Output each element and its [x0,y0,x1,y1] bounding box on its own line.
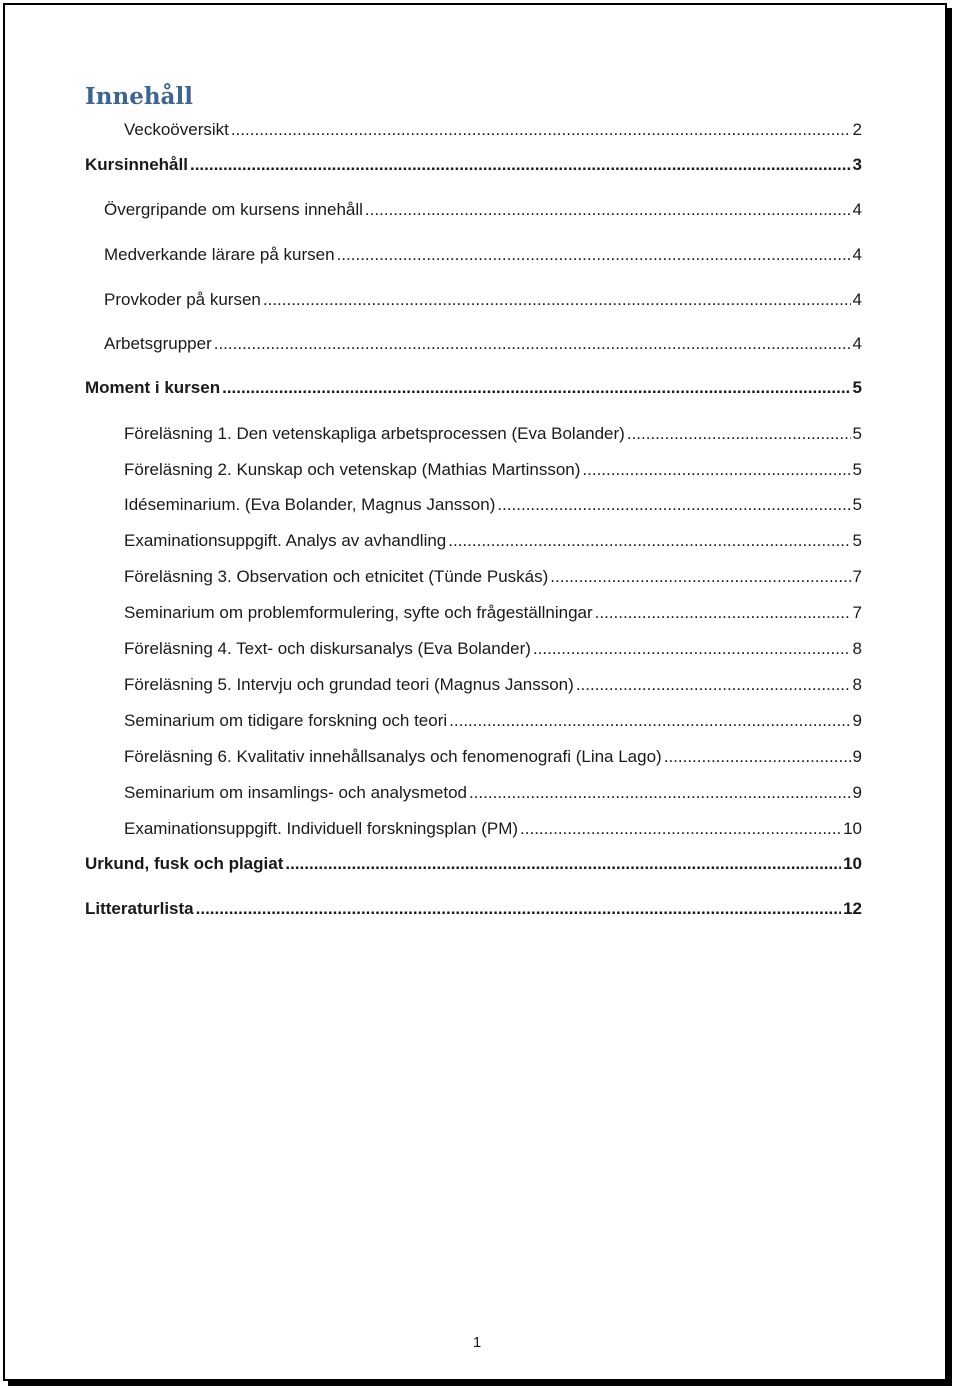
toc-entry[interactable] [85,852,862,876]
toc-leader-dots [214,332,851,356]
toc-entry[interactable] [85,153,862,177]
toc-leader-dots [533,637,851,661]
toc-leader-dots [449,709,850,733]
toc-leader-dots [520,817,841,841]
toc-entry-page: 7 [852,603,862,622]
toc-entry-page: 8 [852,639,862,658]
toc-entry-label: Idéseminarium. (Eva Bolander, Magnus Jansson) [124,495,496,514]
toc-entry[interactable] [124,709,862,733]
toc-leader-dots [627,422,851,446]
toc-entry-page: 4 [852,290,862,309]
toc-entry[interactable] [124,118,862,142]
toc-entry-label: Föreläsning 3. Observation och etnicitet (Tünde Puskás) [124,567,549,586]
toc-leader-dots [582,458,850,482]
toc-entry[interactable] [124,601,862,625]
toc-leader-dots [263,288,851,312]
toc-entry-page: 5 [852,460,862,479]
toc-leader-dots [337,243,851,267]
toc-entry-page: 4 [852,200,862,219]
toc-entry-page: 5 [852,495,862,514]
document-page [3,3,947,1381]
toc-entry-page: 2 [852,120,862,139]
toc-entry[interactable] [124,673,862,697]
toc-leader-dots [550,565,850,589]
toc-entry-label: Seminarium om insamlings- och analysmetod [124,783,467,802]
toc-entry-label: Kursinnehåll [85,155,188,174]
page-number: 1 [472,1334,482,1351]
toc-entry[interactable] [124,493,862,517]
toc-entry[interactable] [124,637,862,661]
toc-entry-label: Föreläsning 1. Den vetenskapliga arbetsprocessen (Eva Bolander) [124,424,625,443]
toc-leader-dots [196,897,841,921]
toc-entry-label: Moment i kursen [85,378,221,397]
toc-entry-page: 5 [852,424,862,443]
toc-leader-dots [664,745,851,769]
toc-entry-page: 9 [852,747,862,766]
toc-entry-label: Övergripande om kursens innehåll [104,200,363,219]
toc-entry-label: Litteraturlista [85,899,194,918]
toc-entry[interactable] [85,897,862,921]
toc-entry[interactable] [124,422,862,446]
toc-leader-dots [231,118,851,142]
toc-leader-dots [448,529,850,553]
toc-leader-dots [190,153,851,177]
toc-leader-dots [497,493,850,517]
toc-entry-page: 5 [852,378,862,397]
toc-entry[interactable] [104,332,862,356]
toc-entry-page: 10 [843,819,862,838]
toc-entry-label: Urkund, fusk och plagiat [85,854,284,873]
toc-leader-dots [365,198,851,222]
toc-entry-page: 4 [852,334,862,353]
toc-entry[interactable] [104,243,862,267]
toc-entry[interactable] [124,565,862,589]
toc-entry-page: 5 [852,531,862,550]
toc-leader-dots [469,781,851,805]
toc-entry[interactable] [124,458,862,482]
toc-entry-label: Föreläsning 5. Intervju och grundad teori (Magnus Jansson) [124,675,574,694]
toc-entry-label: Seminarium om tidigare forskning och teori [124,711,448,730]
toc-entry[interactable] [104,288,862,312]
toc-entry-label: Föreläsning 4. Text- och diskursanalys (Eva Bolander) [124,639,531,658]
toc-leader-dots [595,601,851,625]
toc-entry[interactable] [124,745,862,769]
toc-entry[interactable] [85,376,862,400]
toc-entry-page: 7 [852,567,862,586]
toc-leader-dots [576,673,851,697]
toc-entry-label: Arbetsgrupper [104,334,212,353]
toc-entry-page: 8 [852,675,862,694]
toc-entry-label: Föreläsning 6. Kvalitativ innehållsanalys och fenomenografi (Lina Lago) [124,747,662,766]
toc-entry[interactable] [124,817,862,841]
toc-entry-page: 9 [852,711,862,730]
toc-entry-label: Seminarium om problemformulering, syfte och frågeställningar [124,603,593,622]
toc-entry-label: Examinationsuppgift. Individuell forskningsplan (PM) [124,819,519,838]
toc-entry-page: 9 [852,783,862,802]
toc-entry-page: 4 [852,245,862,264]
toc-entry-page: 12 [843,899,862,918]
toc-leader-dots [222,376,850,400]
toc-title: Innehåll [85,83,193,110]
toc-entry-page: 10 [843,854,862,873]
toc-entry-label: Provkoder på kursen [104,290,261,309]
toc-entry[interactable] [104,198,862,222]
toc-entry-label: Examinationsuppgift. Analys av avhandling [124,531,447,550]
toc-entry[interactable] [124,781,862,805]
toc-entry-label: Medverkande lärare på kursen [104,245,335,264]
toc-entry-label: Föreläsning 2. Kunskap och vetenskap (Mathias Martinsson) [124,460,581,479]
toc-entry[interactable] [124,529,862,553]
toc-leader-dots [285,852,841,876]
toc-entry-page: 3 [852,155,862,174]
toc-entry-label: Veckoöversikt [124,120,229,139]
